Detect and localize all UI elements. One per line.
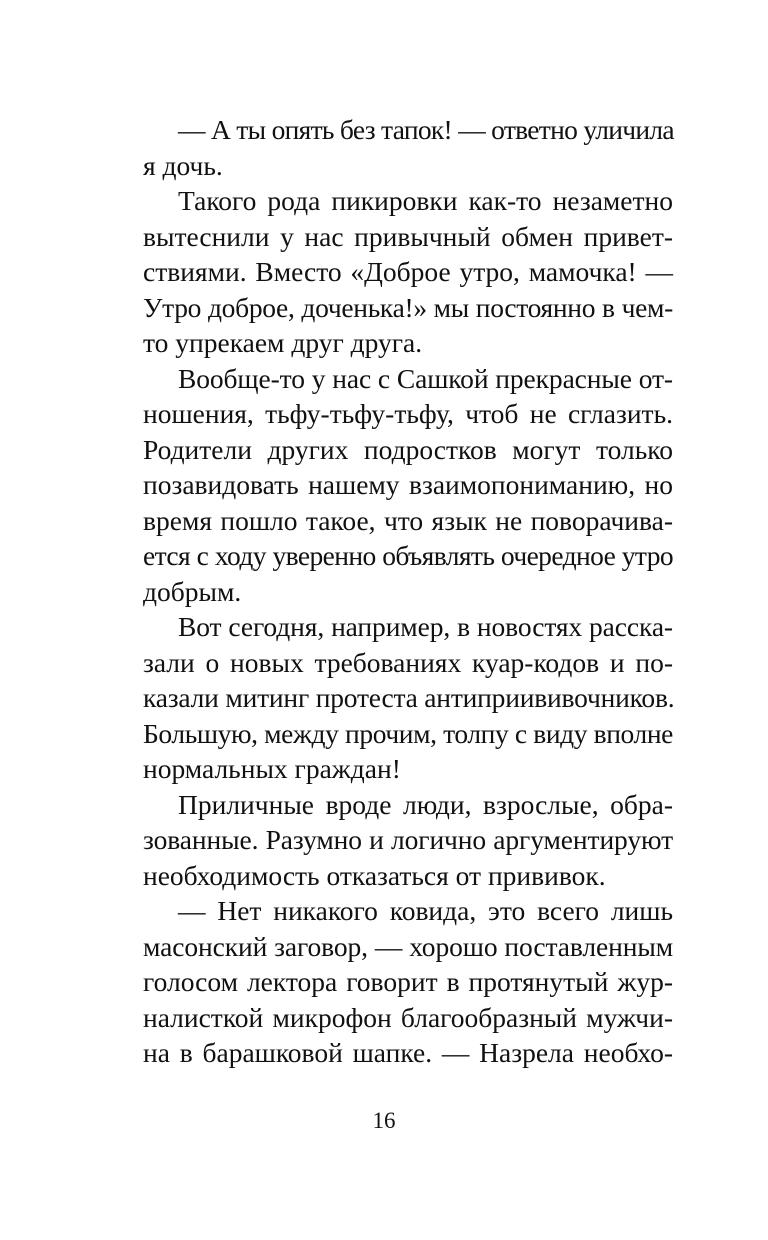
text-line: добрым. [143,576,242,607]
text-line: казали митинг протеста антиприививочников. [143,682,675,713]
text-line: Вот сегодня, например, в новостях расска- [178,611,673,642]
text-line: — А ты опять без тапок! — ответно уличила [178,114,674,145]
text-line: Вообще-то у нас с Сашкой прекрасные от- [178,363,673,394]
text-line: Приличные вроде люди, взрослые, обра- [178,789,673,820]
text-line: масонский заговор, — хорошо поставленным [143,931,673,962]
text-line: Такого рода пикировки как-то незаметно [178,185,673,216]
text-line: время пошло такое, что язык не поворачива- [143,505,673,536]
text-line: ствиями. Вместо «Доброе утро, мамочка! — [143,256,673,287]
text-line: — Нет никакого ковида, это всего лишь [178,895,673,926]
text-line: необходимость отказаться от прививок. [143,860,606,891]
text-line: на в барашковой шапке. — Назрела необхо- [143,1037,673,1068]
text-line: нормальных граждан! [143,753,401,784]
text-line: Родители других подростков могут только [143,434,673,465]
text-line: зованные. Разумно и логично аргументируют [143,824,673,855]
text-line: голосом лектора говорит в протянутый жур- [143,966,673,997]
text-line: зали о новых требованиях куар-кодов и по- [143,647,673,678]
text-line: ношения, тьфу-тьфу-тьфу, чтоб не сглазить. [143,398,673,429]
text-line: то упрекаем друг друга. [143,327,423,358]
text-line: вытеснили у нас привычный обмен привет- [143,221,673,252]
page-number: 16 [372,1108,396,1133]
text-line: Утро доброе, доченька!» мы постоянно в чем- [143,292,673,323]
text-line: позавидовать нашему взаимопониманию, но [143,469,673,500]
text-line: налисткой микрофон благообразный мужчи- [143,1002,673,1033]
text-line: Большую, между прочим, толпу с виду вполне [143,718,673,749]
text-line: ется с ходу уверенно объявлять очередное утро [143,540,673,571]
text-line: я дочь. [143,150,223,181]
